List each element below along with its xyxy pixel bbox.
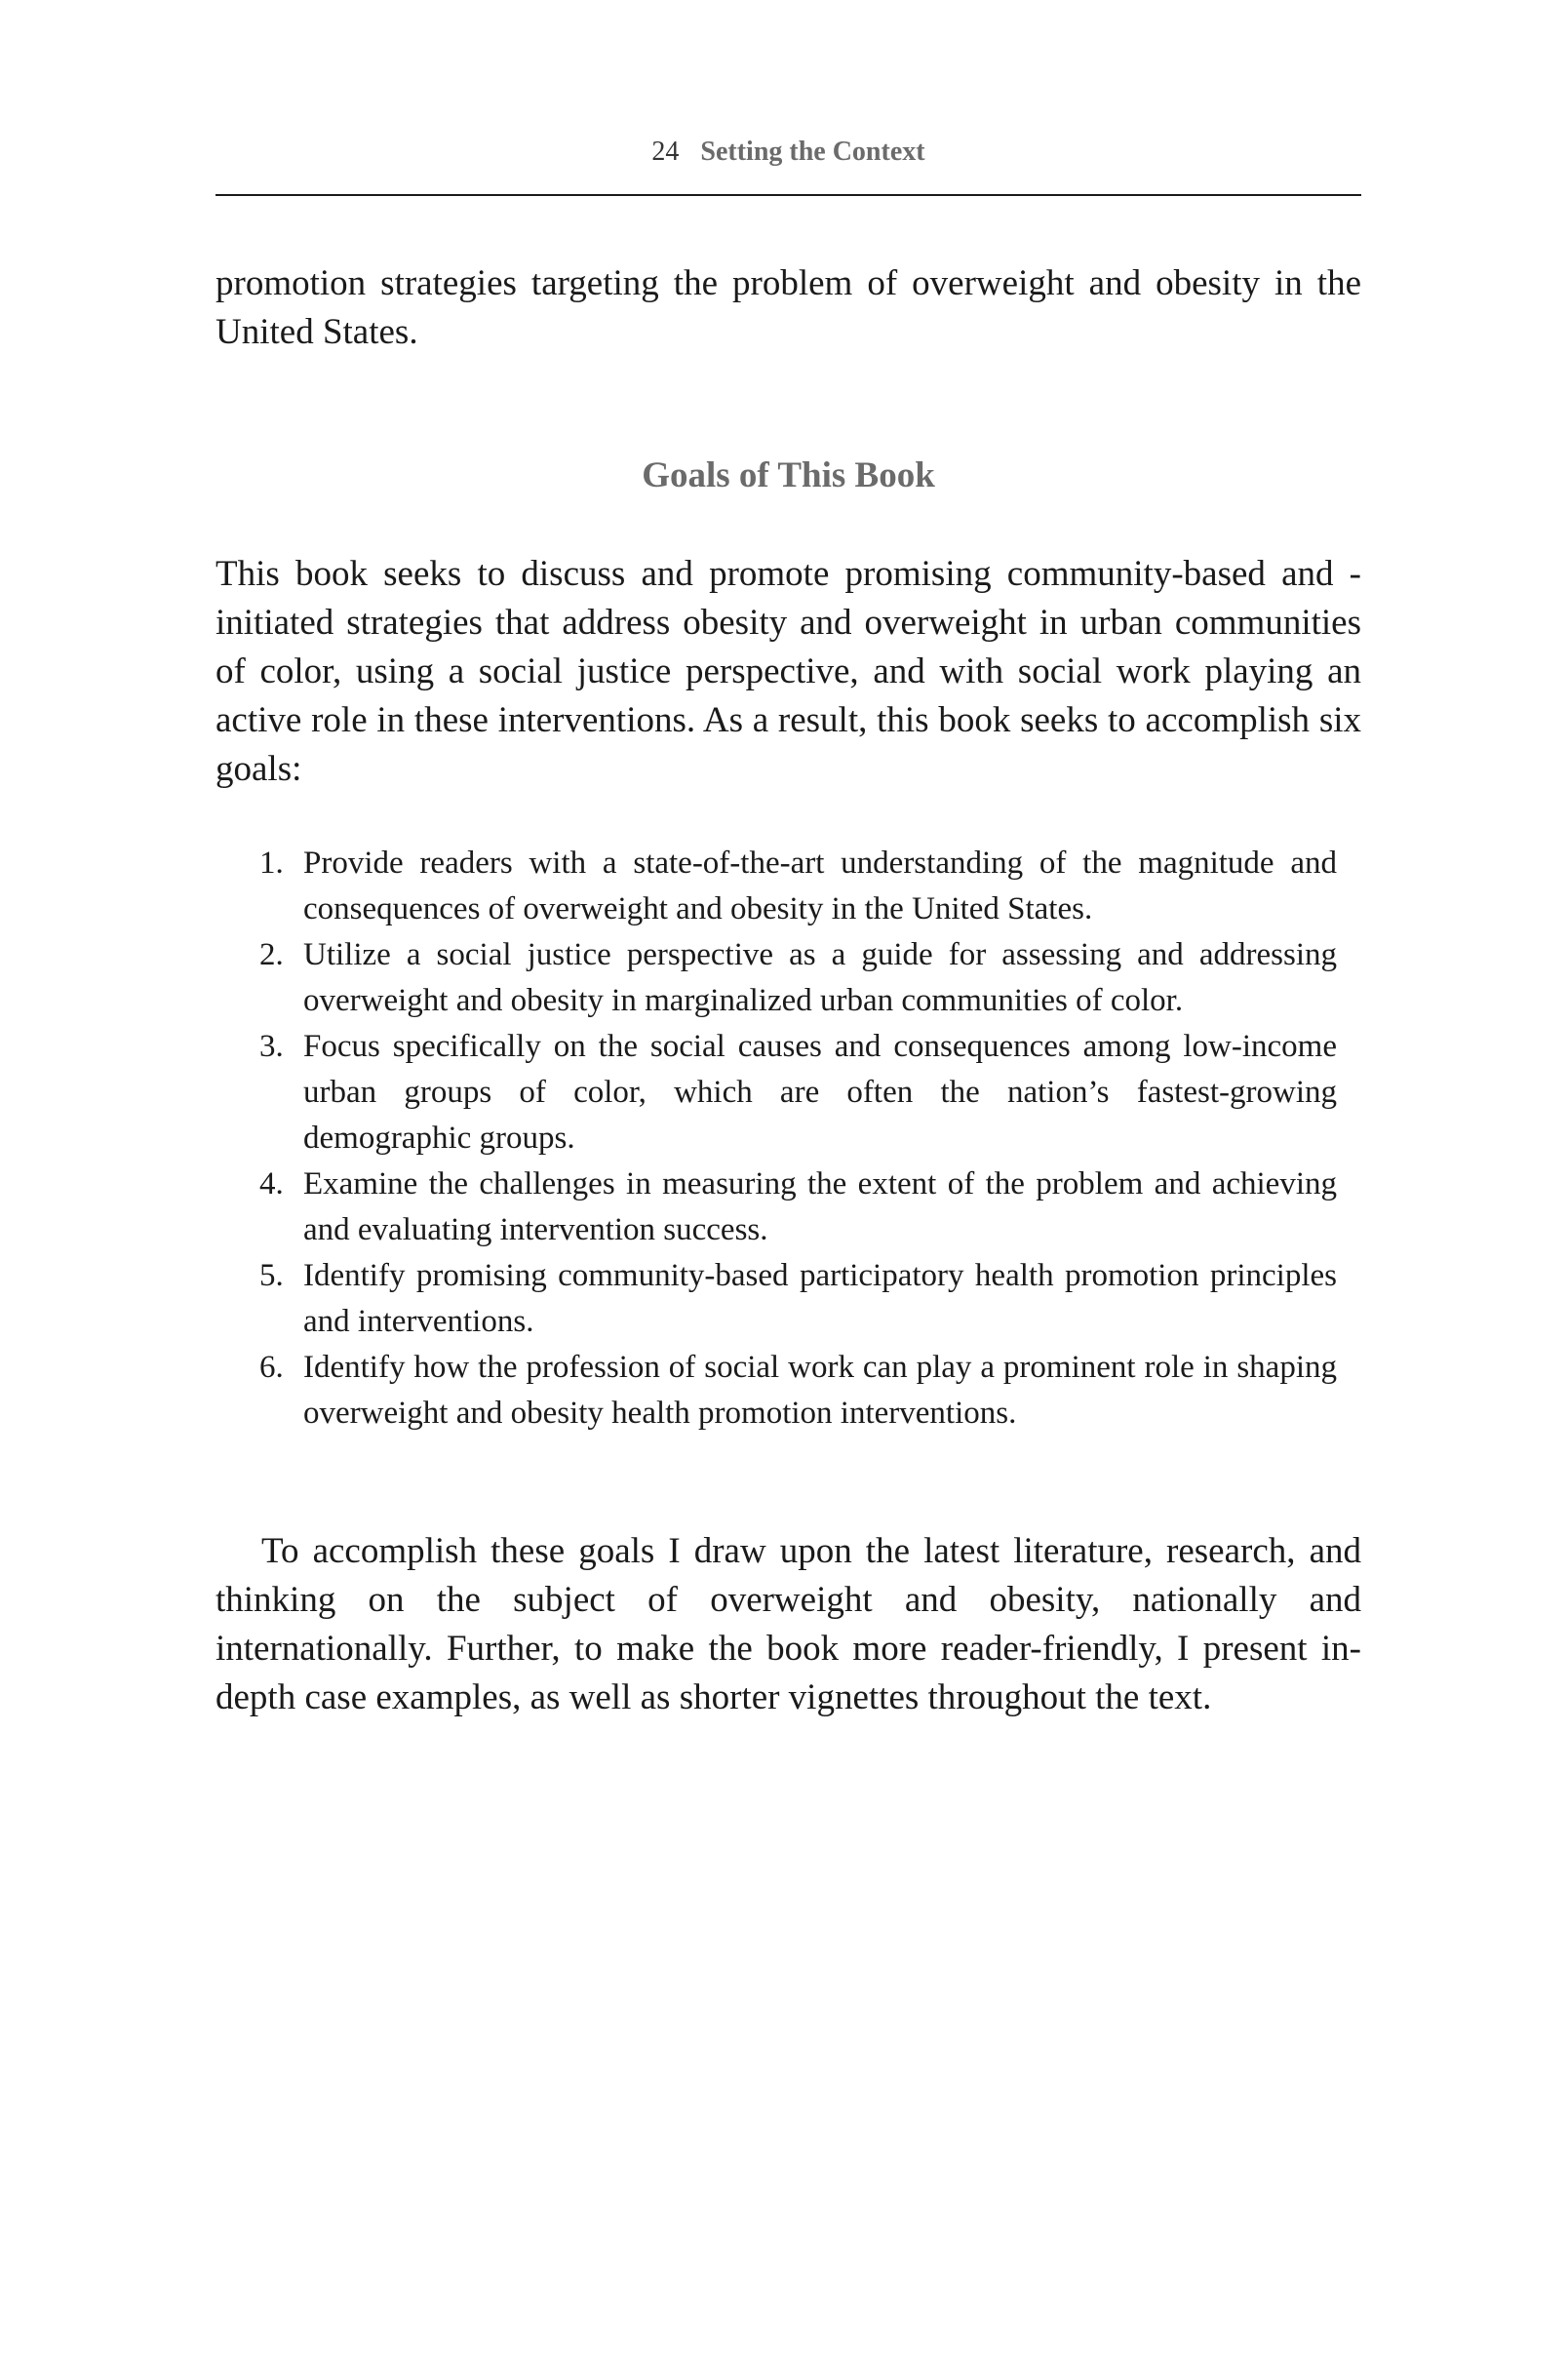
list-item-number: 3. — [259, 1029, 284, 1064]
list-item — [259, 932, 1337, 1024]
list-item-number: 2. — [259, 937, 284, 972]
goals-list — [259, 841, 1337, 1437]
section-paragraph: This book seeks to discuss and promote promising community-based and -initiated strategies that address obesity and overweight in urban communities of color, using a social justice perspective, and with social work playing an active role in these interventions. As a result, this book seeks to accomplish six goals: — [216, 554, 1361, 789]
list-item — [259, 1253, 1337, 1345]
list-item-text: Examine the challenges in measuring the extent of the problem and achieving and evaluating intervention success. — [303, 1166, 1337, 1247]
list-item-text: Identify promising community-based participatory health promotion principles and interventions. — [303, 1258, 1337, 1339]
page-number: 24 — [651, 137, 680, 167]
list-item-number: 1. — [259, 846, 284, 881]
list-item-text: Focus specifically on the social causes and consequences among low-income urban groups of color, which are often the nation’s fastest-growing demographic groups. — [303, 1029, 1337, 1156]
closing-paragraph: To accomplish these goals I draw upon the latest literature, research, and thinking on the subject of overweight and obesity, nationally and internationally. Further, to make the book more reader-friendly, I present in-depth case examples, as well as shorter vignettes throughout the text. — [216, 1531, 1361, 1717]
list-item — [259, 841, 1337, 932]
header-rule — [216, 194, 1361, 196]
running-head — [216, 137, 1361, 168]
list-item-text: Utilize a social justice perspective as a guide for assessing and addressing overweight and obesity in marginalized urban communities of color. — [303, 937, 1337, 1018]
list-item-text: Provide readers with a state-of-the-art understanding of the magnitude and consequences of overweight and obesity in the United States. — [303, 846, 1337, 926]
section-heading: Goals of This Book — [642, 455, 935, 495]
list-item-number: 5. — [259, 1258, 284, 1293]
list-item-text: Identify how the profession of social work can play a prominent role in shaping overweight and obesity health promotion interventions. — [303, 1350, 1337, 1431]
list-item-number: 4. — [259, 1166, 284, 1201]
running-title: Setting the Context — [700, 137, 925, 167]
intro-paragraph: promotion strategies targeting the problem of overweight and obesity in the United States. — [216, 263, 1361, 352]
list-item — [259, 1024, 1337, 1162]
list-item — [259, 1345, 1337, 1437]
list-item — [259, 1162, 1337, 1253]
list-item-number: 6. — [259, 1350, 284, 1385]
